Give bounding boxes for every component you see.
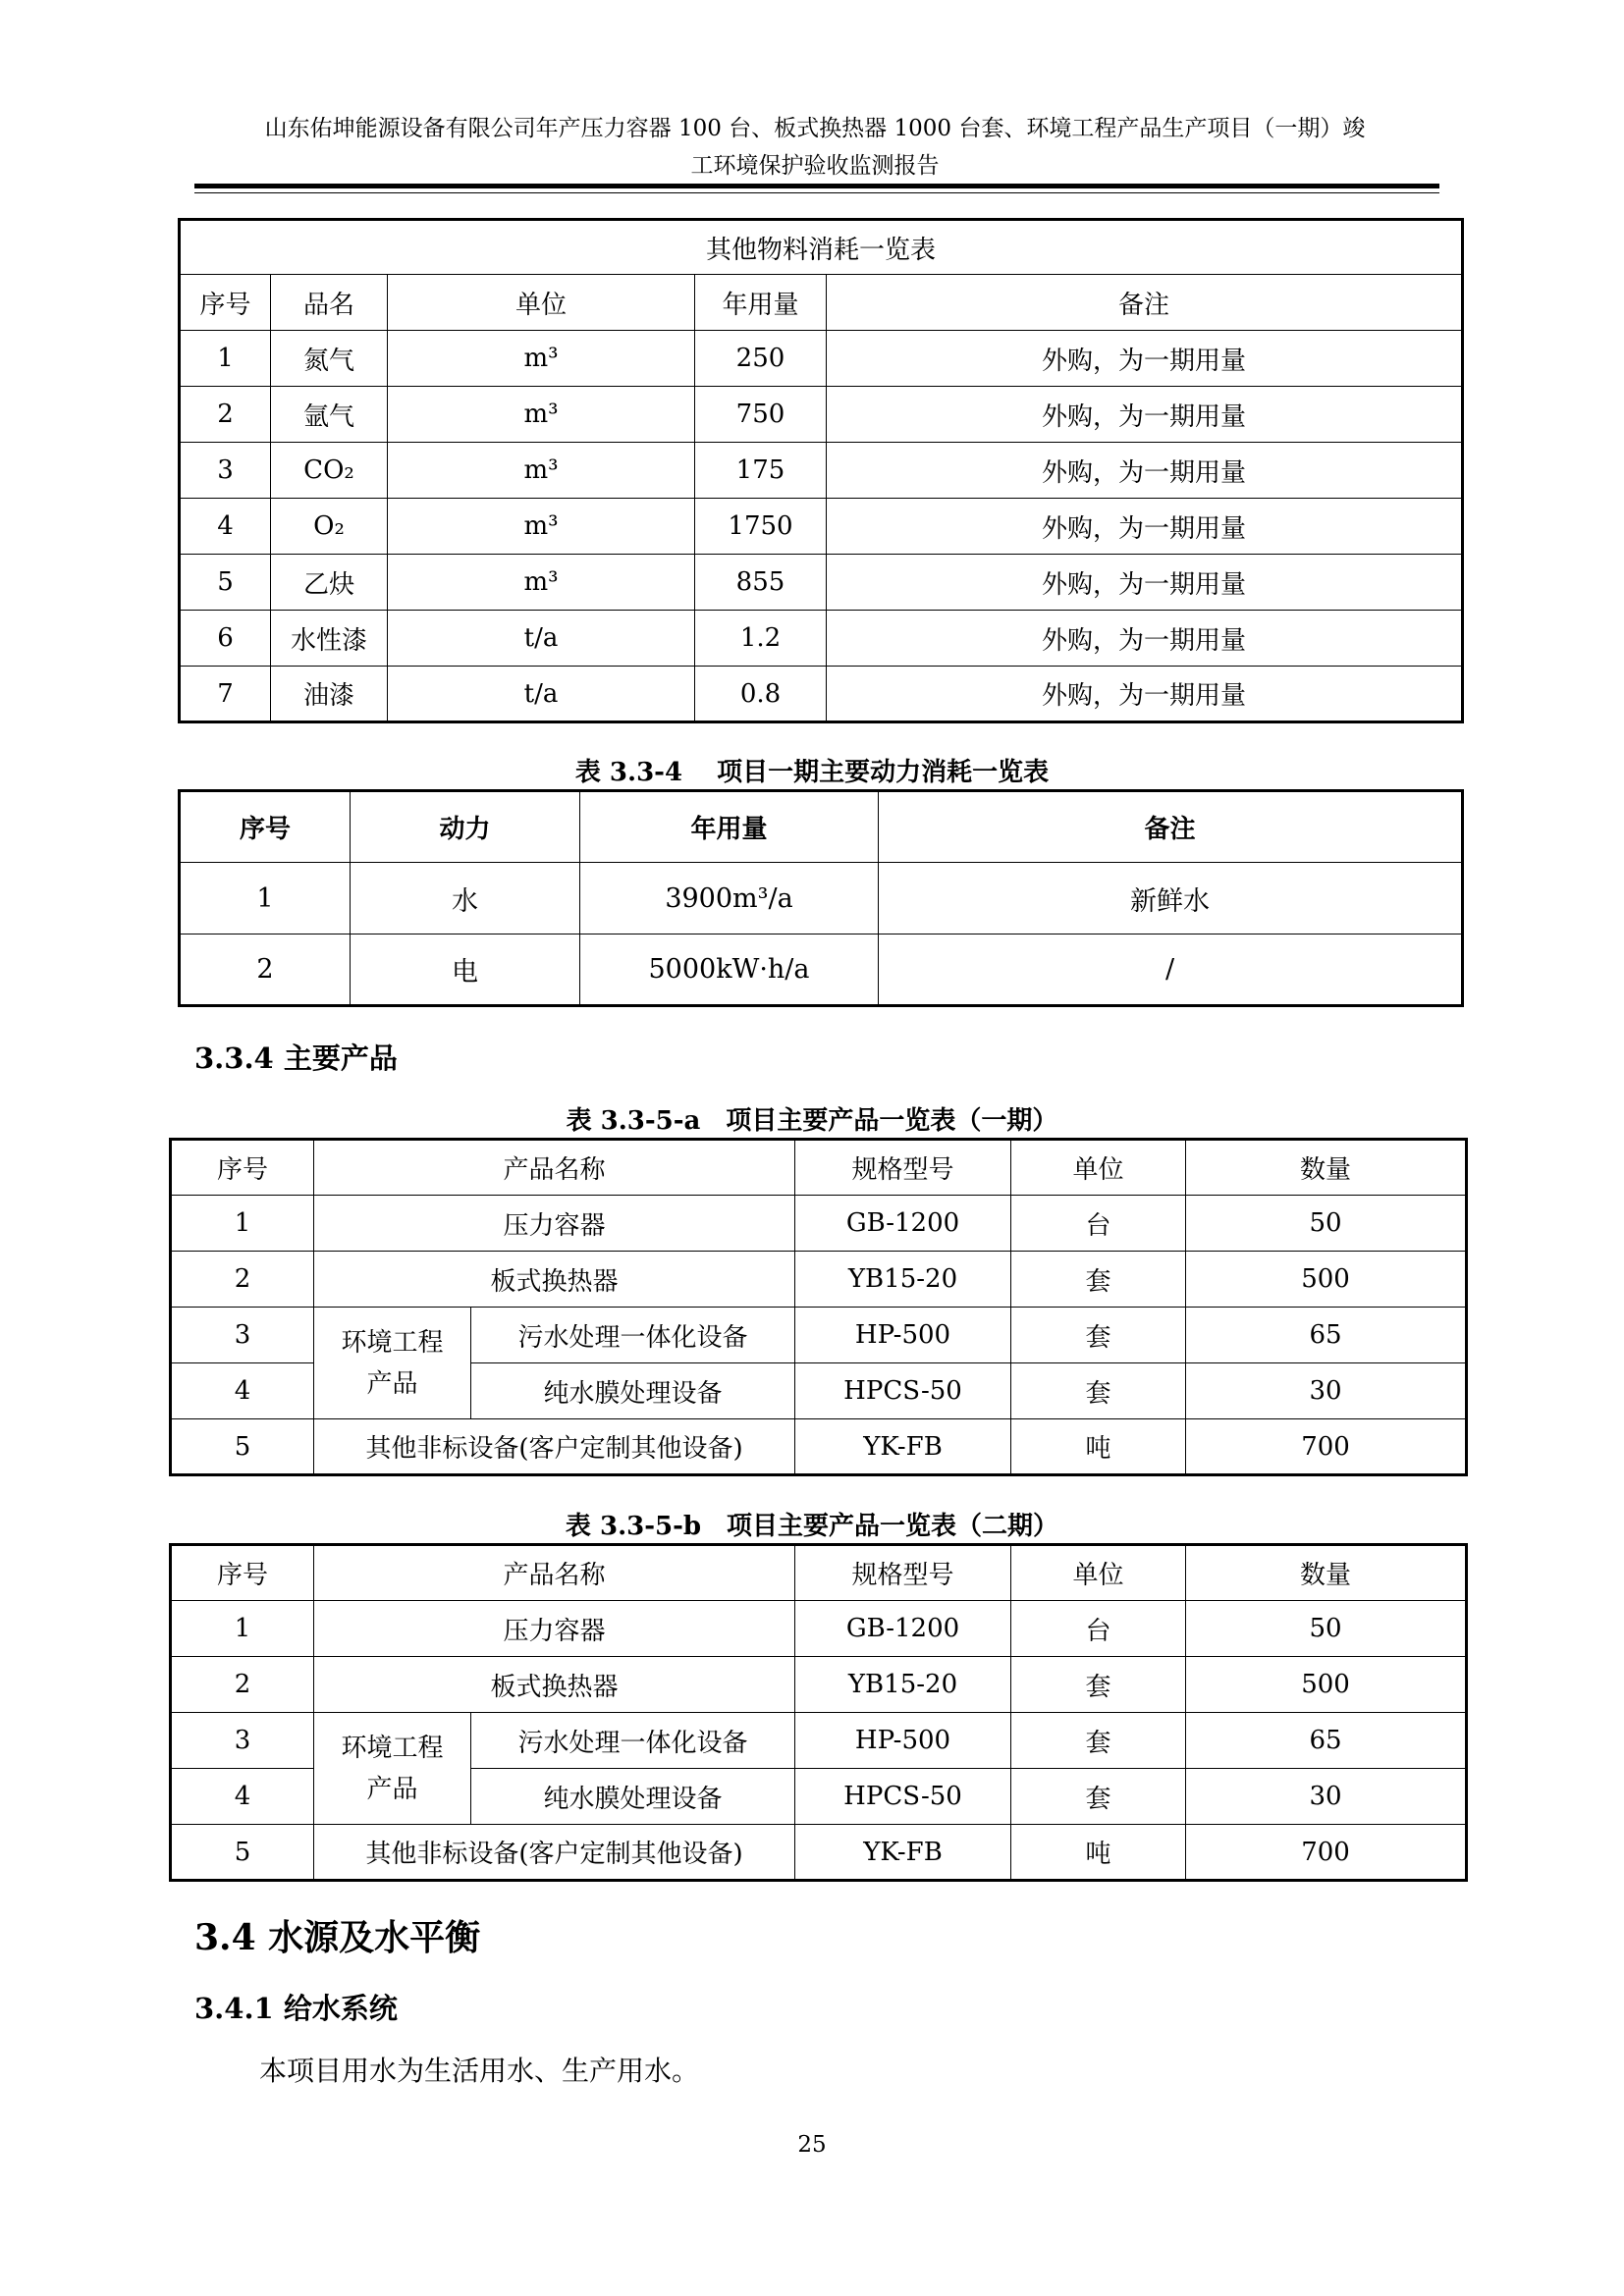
table-cell: 5000kW·h/a <box>580 934 879 1006</box>
column-header: 动力 <box>351 791 580 863</box>
table-row <box>180 934 1463 1006</box>
table-cell: 4 <box>180 499 271 555</box>
table-row <box>171 1308 1467 1363</box>
table-cell: 电 <box>351 934 580 1006</box>
table-cell: GB-1200 <box>795 1601 1011 1657</box>
table-cell: 65 <box>1186 1308 1467 1363</box>
table-row <box>180 499 1463 555</box>
table-cell: 外购，为一期用量 <box>827 331 1463 387</box>
table-row <box>171 1419 1467 1475</box>
section-heading-3-4: 3.4 水源及水平衡 <box>194 1917 481 1958</box>
power-consumption-table <box>178 789 1464 1007</box>
column-header: 产品名称 <box>314 1545 795 1601</box>
table-cell: m³ <box>388 331 695 387</box>
table-cell: 3900m³/a <box>580 863 879 934</box>
table-cell: 外购，为一期用量 <box>827 387 1463 443</box>
column-header: 数量 <box>1186 1545 1467 1601</box>
table-row <box>180 443 1463 499</box>
table-cell: CO₂ <box>271 443 388 499</box>
column-header: 备注 <box>827 275 1463 331</box>
table-cell: 4 <box>171 1769 314 1825</box>
table-row <box>171 1713 1467 1769</box>
table-cell: YB15-20 <box>795 1252 1011 1308</box>
table-cell: m³ <box>388 499 695 555</box>
table-cell: O₂ <box>271 499 388 555</box>
table-cell: 油漆 <box>271 667 388 722</box>
column-header: 产品名称 <box>314 1140 795 1196</box>
table-header-row <box>180 791 1463 863</box>
column-header: 序号 <box>171 1545 314 1601</box>
column-header: 单位 <box>1011 1545 1186 1601</box>
table-header-row <box>180 275 1463 331</box>
table-cell: 压力容器 <box>314 1601 795 1657</box>
table-cell: 250 <box>695 331 827 387</box>
column-header: 序号 <box>180 791 351 863</box>
column-header: 规格型号 <box>795 1545 1011 1601</box>
table-cell: 台 <box>1011 1601 1186 1657</box>
table-cell: 新鲜水 <box>879 863 1463 934</box>
table-row <box>171 1657 1467 1713</box>
table-row <box>180 667 1463 722</box>
group-label-cell: 环境工程产品 <box>314 1308 471 1419</box>
table-row <box>171 1196 1467 1252</box>
table-cell: m³ <box>388 387 695 443</box>
table-cell: 500 <box>1186 1252 1467 1308</box>
table-cell: 纯水膜处理设备 <box>471 1769 795 1825</box>
header-rule-thick <box>194 184 1439 188</box>
table-cell: 4 <box>171 1363 314 1419</box>
table-header-row <box>171 1545 1467 1601</box>
table-row <box>180 611 1463 667</box>
table-caption: 表 3.3-5-b 项目主要产品一览表（二期） <box>565 1512 1059 1541</box>
table-cell: HP-500 <box>795 1308 1011 1363</box>
table-row <box>180 331 1463 387</box>
table-cell: m³ <box>388 443 695 499</box>
table-cell: 套 <box>1011 1657 1186 1713</box>
table-row <box>171 1252 1467 1308</box>
group-label-cell: 环境工程产品 <box>314 1713 471 1825</box>
section-heading-3-4-1: 3.4.1 给水系统 <box>194 1992 398 2025</box>
column-header: 单位 <box>388 275 695 331</box>
table-cell: 1 <box>180 863 351 934</box>
table-cell: 其他非标设备(客户定制其他设备) <box>314 1825 795 1881</box>
products-phase2-table <box>169 1543 1468 1882</box>
table-cell: 板式换热器 <box>314 1657 795 1713</box>
table-cell: 30 <box>1186 1769 1467 1825</box>
table-cell: 175 <box>695 443 827 499</box>
table-row <box>180 863 1463 934</box>
table-cell: 氩气 <box>271 387 388 443</box>
table-cell: 3 <box>180 443 271 499</box>
table-cell: 1 <box>171 1196 314 1252</box>
table-cell: 2 <box>171 1252 314 1308</box>
column-header: 序号 <box>171 1140 314 1196</box>
table-cell: 0.8 <box>695 667 827 722</box>
column-header: 品名 <box>271 275 388 331</box>
table-cell: 50 <box>1186 1601 1467 1657</box>
column-header: 序号 <box>180 275 271 331</box>
table-cell: 氮气 <box>271 331 388 387</box>
table-cell: 7 <box>180 667 271 722</box>
table-cell: 纯水膜处理设备 <box>471 1363 795 1419</box>
table-row <box>180 555 1463 611</box>
table-cell: 50 <box>1186 1196 1467 1252</box>
table-cell: 1 <box>180 331 271 387</box>
table-cell: 套 <box>1011 1363 1186 1419</box>
table-cell: 套 <box>1011 1308 1186 1363</box>
table-cell: 2 <box>171 1657 314 1713</box>
header-line-2: 工环境保护验收监测报告 <box>690 153 940 179</box>
section-heading-3-3-4: 3.3.4 主要产品 <box>194 1041 398 1075</box>
table-cell: 5 <box>180 555 271 611</box>
running-header <box>196 110 1434 185</box>
table-cell: / <box>879 934 1463 1006</box>
table-cell: 700 <box>1186 1825 1467 1881</box>
table-cell: YK-FB <box>795 1419 1011 1475</box>
table-cell: YK-FB <box>795 1825 1011 1881</box>
table-cell: 污水处理一体化设备 <box>471 1713 795 1769</box>
table-cell: 套 <box>1011 1769 1186 1825</box>
table-cell: 1750 <box>695 499 827 555</box>
table-cell: 65 <box>1186 1713 1467 1769</box>
table-cell: 外购，为一期用量 <box>827 611 1463 667</box>
table-cell: t/a <box>388 667 695 722</box>
table-cell: 3 <box>171 1308 314 1363</box>
table-cell: 吨 <box>1011 1825 1186 1881</box>
table-cell: 2 <box>180 934 351 1006</box>
table-row <box>180 387 1463 443</box>
table-cell: 5 <box>171 1825 314 1881</box>
table-cell: 其他非标设备(客户定制其他设备) <box>314 1419 795 1475</box>
table-cell: 6 <box>180 611 271 667</box>
table-cell: YB15-20 <box>795 1657 1011 1713</box>
column-header: 单位 <box>1011 1140 1186 1196</box>
header-rule-thin <box>194 192 1439 193</box>
table-cell: 5 <box>171 1419 314 1475</box>
table-cell: 1 <box>171 1601 314 1657</box>
products-phase1-table <box>169 1138 1468 1476</box>
table-header-row <box>171 1140 1467 1196</box>
table-cell: 30 <box>1186 1363 1467 1419</box>
table-cell: 水 <box>351 863 580 934</box>
table-row <box>171 1825 1467 1881</box>
table-cell: 外购，为一期用量 <box>827 499 1463 555</box>
column-header: 数量 <box>1186 1140 1467 1196</box>
table-cell: 外购，为一期用量 <box>827 667 1463 722</box>
other-materials-table <box>178 218 1464 723</box>
table-caption: 表 3.3-5-a 项目主要产品一览表（一期） <box>566 1106 1058 1136</box>
table-cell: 855 <box>695 555 827 611</box>
table-cell: 2 <box>180 387 271 443</box>
table-cell: 500 <box>1186 1657 1467 1713</box>
column-header: 备注 <box>879 791 1463 863</box>
table-cell: 1.2 <box>695 611 827 667</box>
table-cell: t/a <box>388 611 695 667</box>
table-cell: 污水处理一体化设备 <box>471 1308 795 1363</box>
column-header: 年用量 <box>580 791 879 863</box>
table-cell: 压力容器 <box>314 1196 795 1252</box>
table-cell: 台 <box>1011 1196 1186 1252</box>
table-cell: 吨 <box>1011 1419 1186 1475</box>
table-cell: 3 <box>171 1713 314 1769</box>
table-cell: HP-500 <box>795 1713 1011 1769</box>
table-cell: 水性漆 <box>271 611 388 667</box>
table-cell: HPCS-50 <box>795 1769 1011 1825</box>
table-cell: 套 <box>1011 1252 1186 1308</box>
header-line-1: 山东佑坤能源设备有限公司年产压力容器 100 台、板式换热器 1000 台套、环境工程产品生产项目（一期）竣 <box>264 116 1366 141</box>
table-cell: 700 <box>1186 1419 1467 1475</box>
column-header: 年用量 <box>695 275 827 331</box>
table-cell: 乙炔 <box>271 555 388 611</box>
table-cell: 板式换热器 <box>314 1252 795 1308</box>
page-number: 25 <box>797 2132 827 2158</box>
table-cell: HPCS-50 <box>795 1363 1011 1419</box>
table-cell: 外购，为一期用量 <box>827 555 1463 611</box>
table-row <box>171 1601 1467 1657</box>
table-title: 其他物料消耗一览表 <box>180 220 1463 275</box>
table-cell: 750 <box>695 387 827 443</box>
body-paragraph: 本项目用水为生活用水、生产用水。 <box>259 2055 700 2087</box>
table-cell: m³ <box>388 555 695 611</box>
column-header: 规格型号 <box>795 1140 1011 1196</box>
table-caption: 表 3.3-4 项目一期主要动力消耗一览表 <box>574 758 1050 787</box>
table-cell: 外购，为一期用量 <box>827 443 1463 499</box>
table-cell: GB-1200 <box>795 1196 1011 1252</box>
table-cell: 套 <box>1011 1713 1186 1769</box>
